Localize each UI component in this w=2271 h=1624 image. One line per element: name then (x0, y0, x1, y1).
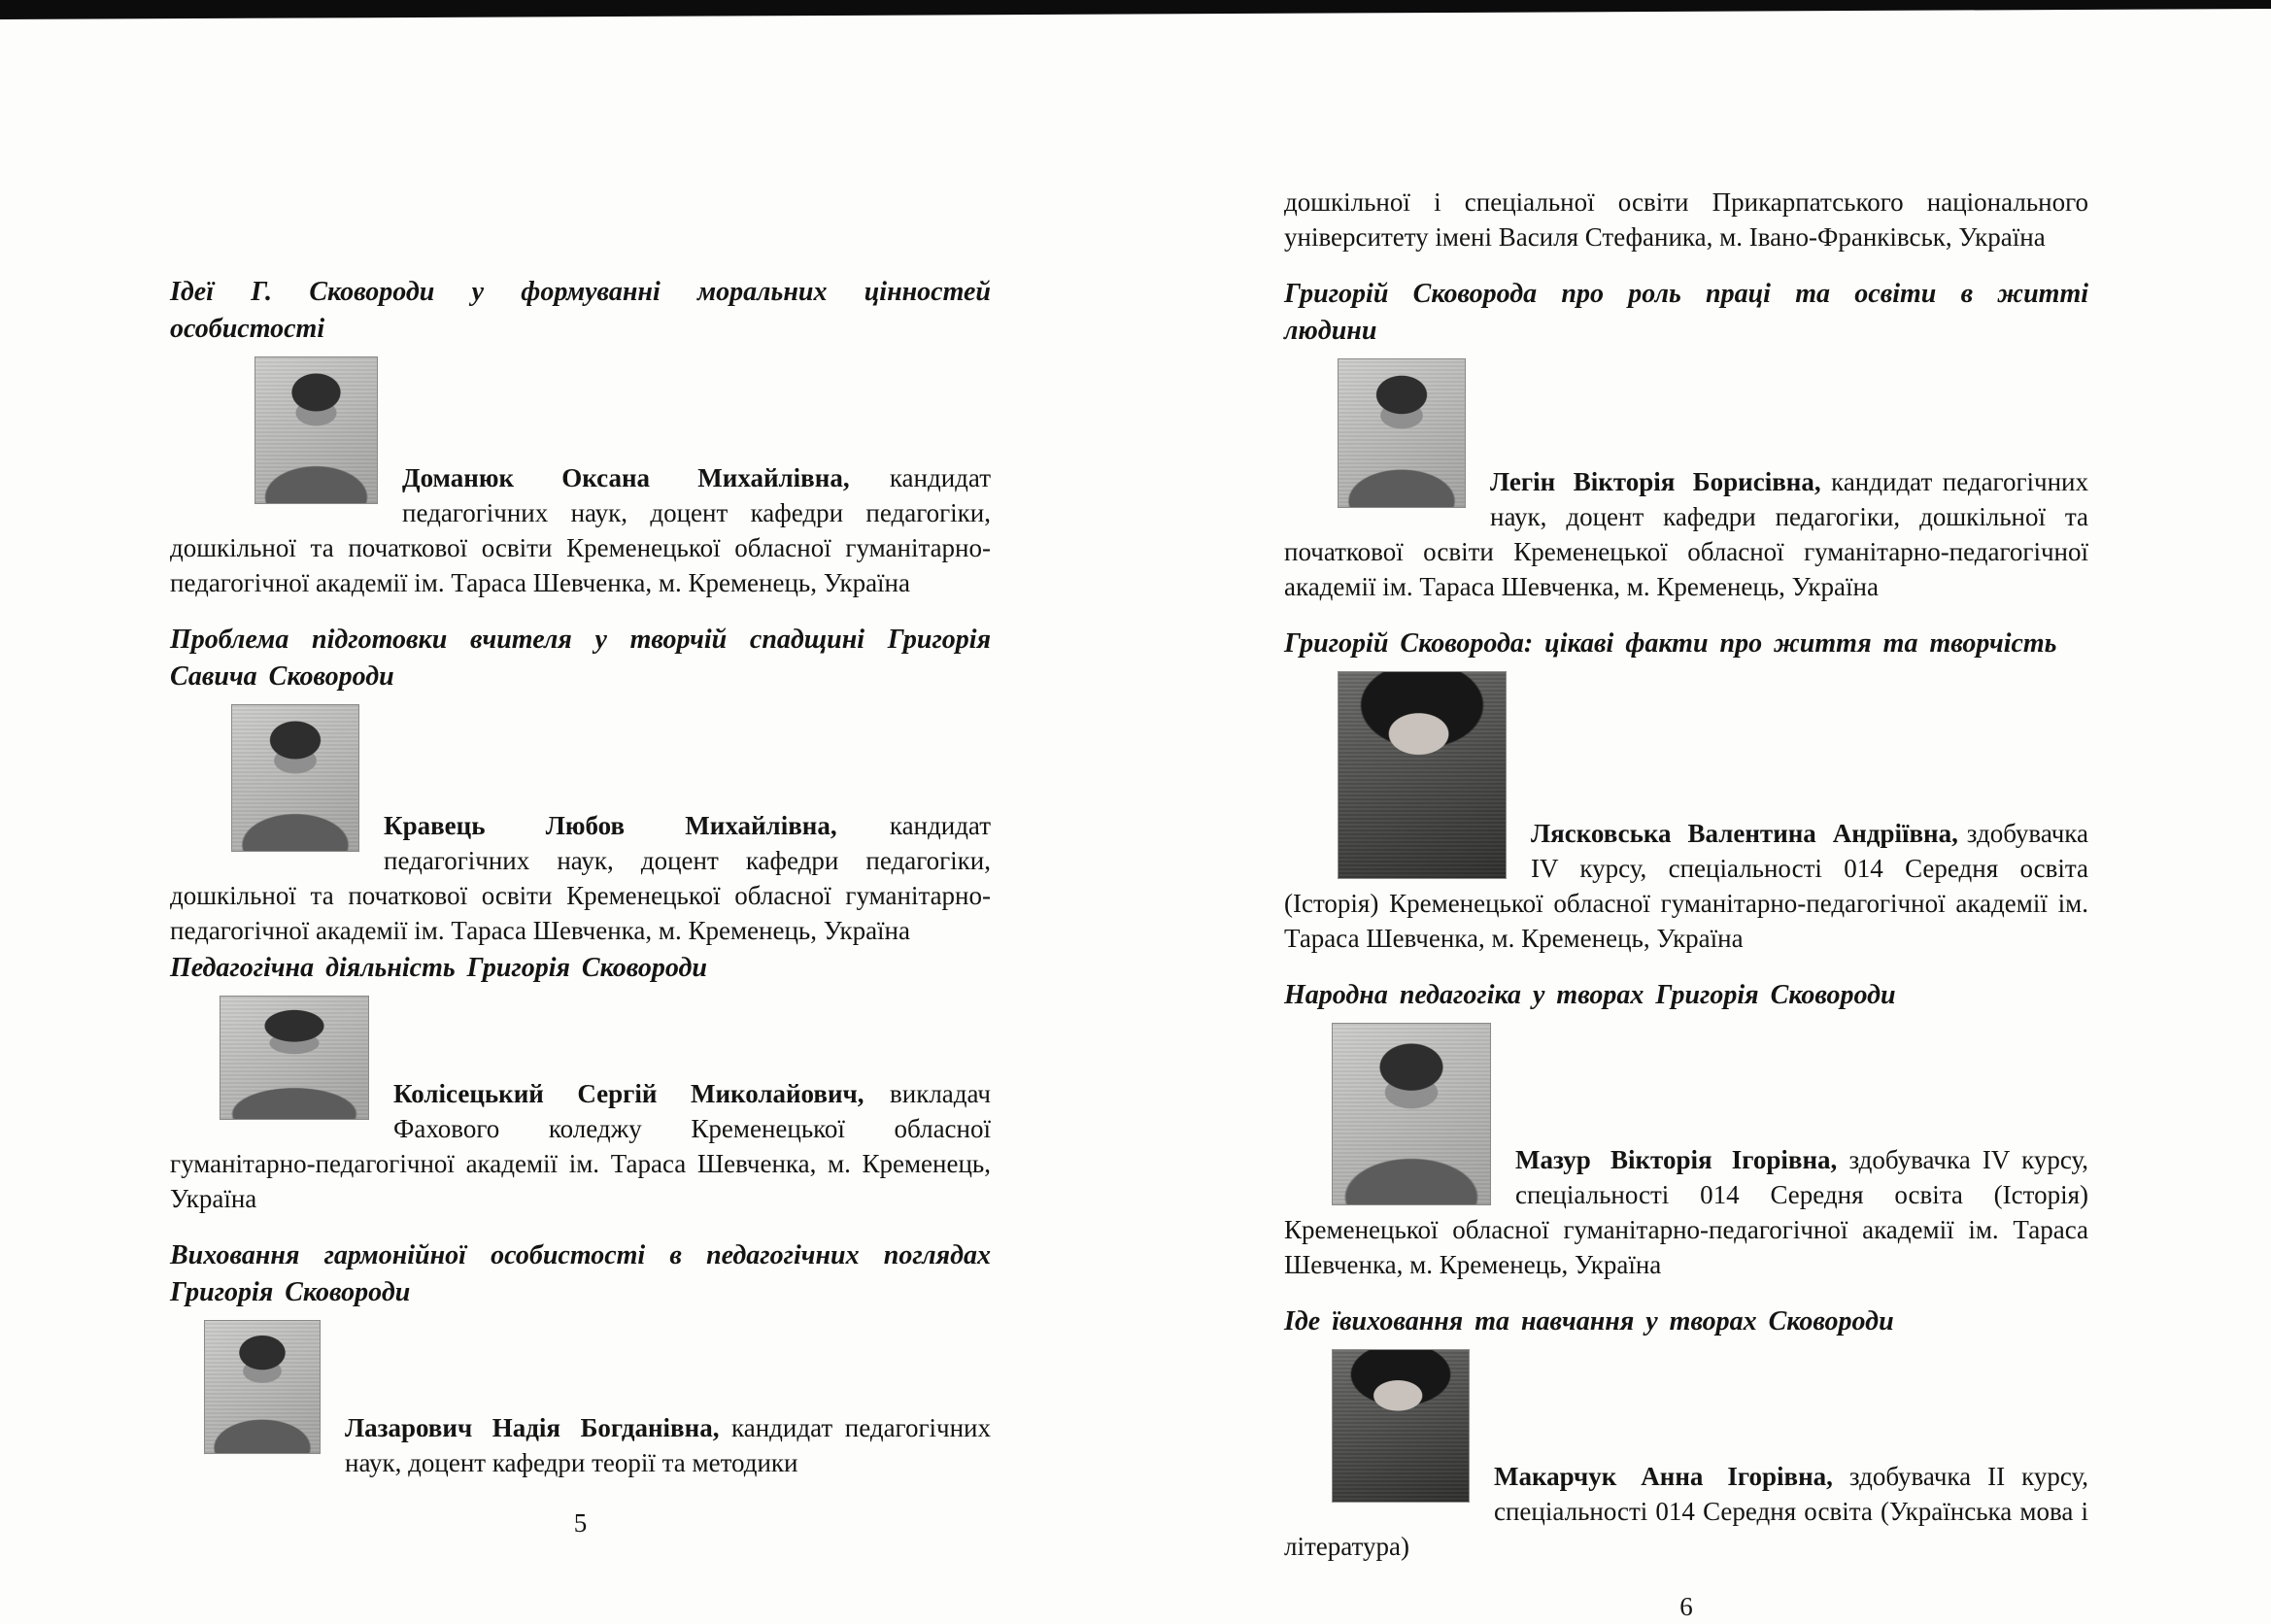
person-affiliation: здобувачка IV курсу, спеціальності 014 Середня освіта (Історія) Кременецької обласної гуманітарно-педагогічної академії ім. Тараса Шевченка, м. Кременець, Україна (1284, 819, 2088, 953)
person-affiliation: здобувачка ІІ курсу, спеціальності 014 Середня освіта (Українська мова і література) (1284, 1462, 2089, 1561)
person-affiliation: здобувачка IV курсу, спеціальності 014 Середня освіта (Історія) Кременецької обласної гуманітарно-педагогічної академії ім. Тараса Шевченка, м. Кременець, Україна (1284, 1145, 2089, 1279)
section-heading: Виховання гармонійної особистості в педагогічних поглядах Григорія Сковороди (170, 1240, 991, 1307)
section-heading: Ідеї Г. Сковороди у формуванні моральних цінностей особистості (170, 277, 991, 344)
person-entry (1284, 668, 2088, 956)
portrait-photo (1339, 672, 1506, 878)
person-entry (170, 354, 991, 600)
person-affiliation: викладач Фахового коледжу Кременецької обласної гуманітарно-педагогічної академії ім. Тараса Шевченка, м. Кременець, Україна (170, 1079, 991, 1213)
section-heading: Народна педагогіка у творах Григорія Сковороди (1284, 980, 1896, 1010)
section-heading: Григорій Сковорода про роль праці та освіти в житті людини (1284, 279, 2088, 346)
page-number: 6 (1679, 1592, 1693, 1621)
section-heading: Григорій Сковорода: цікаві факти про життя та творчість (1284, 628, 2057, 659)
person-affiliation: кандидат педагогічних наук, доцент кафедри педагогіки, дошкільної та початкової освіти Кременецької обласної гуманітарно-педагогічної академії ім. Тараса Шевченка, м. Кременець, Україна (170, 811, 992, 945)
person-entry (170, 993, 991, 1216)
portrait-photo (220, 997, 368, 1119)
continuation-text: дошкільної і спеціальної освіти Прикарпатського національного університету імені Василя Стефаника, м. Івано-Франківськ, Україна (1284, 187, 2088, 252)
section-heading: Іде ївиховання та навчання у творах Сковороди (1284, 1306, 1894, 1336)
page-number: 5 (573, 1508, 588, 1538)
section-heading: Педагогічна діяльність Григорія Сковороди (170, 953, 707, 983)
portrait-photo (255, 357, 377, 503)
section-heading: Проблема підготовки вчителя у творчій спадщині Григорія Савича Сковороди (170, 625, 991, 692)
portrait-photo (1339, 359, 1465, 507)
portrait-photo (205, 1321, 320, 1453)
person-affiliation: кандидат педагогічних наук, доцент кафедри теорії та методики (345, 1413, 992, 1477)
person-entry (170, 701, 991, 948)
person-entry (1284, 1020, 2088, 1282)
person-name: Лясковська Валентина Андріївна, (1531, 819, 1958, 848)
person-entry (1284, 1346, 2088, 1564)
person-name: Легін Вікторія Борисівна, (1490, 467, 1821, 496)
person-name: Колісецький Сергій Миколайович, (393, 1079, 864, 1108)
portrait-photo (1333, 1350, 1469, 1502)
person-affiliation: кандидат педагогічних наук, доцент кафедри педагогіки, дошкільної та початкової освіти Кременецької обласної гуманітарно-педагогічної академії ім. Тараса Шевченка, м. Кременець, Україна (1284, 467, 2089, 601)
person-name: Мазур Вікторія Ігорівна, (1515, 1145, 1838, 1174)
person-entry (170, 1317, 991, 1480)
page-left (170, 0, 991, 1540)
person-name: Доманюк Оксана Михайлівна, (402, 463, 850, 492)
person-entry (1284, 355, 2088, 604)
person-name: Лазарович Надія Богданівна, (345, 1413, 720, 1442)
person-affiliation: кандидат педагогічних наук, доцент кафедри педагогіки, дошкільної та початкової освіти Кременецької обласної гуманітарно-педагогічної академії ім. Тараса Шевченка, м. Кременець, Україна (170, 463, 991, 597)
portrait-photo (232, 705, 358, 851)
page-right (1284, 0, 2088, 1624)
portrait-photo (1333, 1024, 1490, 1204)
person-name: Макарчук Анна Ігорівна, (1494, 1462, 1833, 1491)
person-name: Кравець Любов Михайлівна, (384, 811, 837, 840)
